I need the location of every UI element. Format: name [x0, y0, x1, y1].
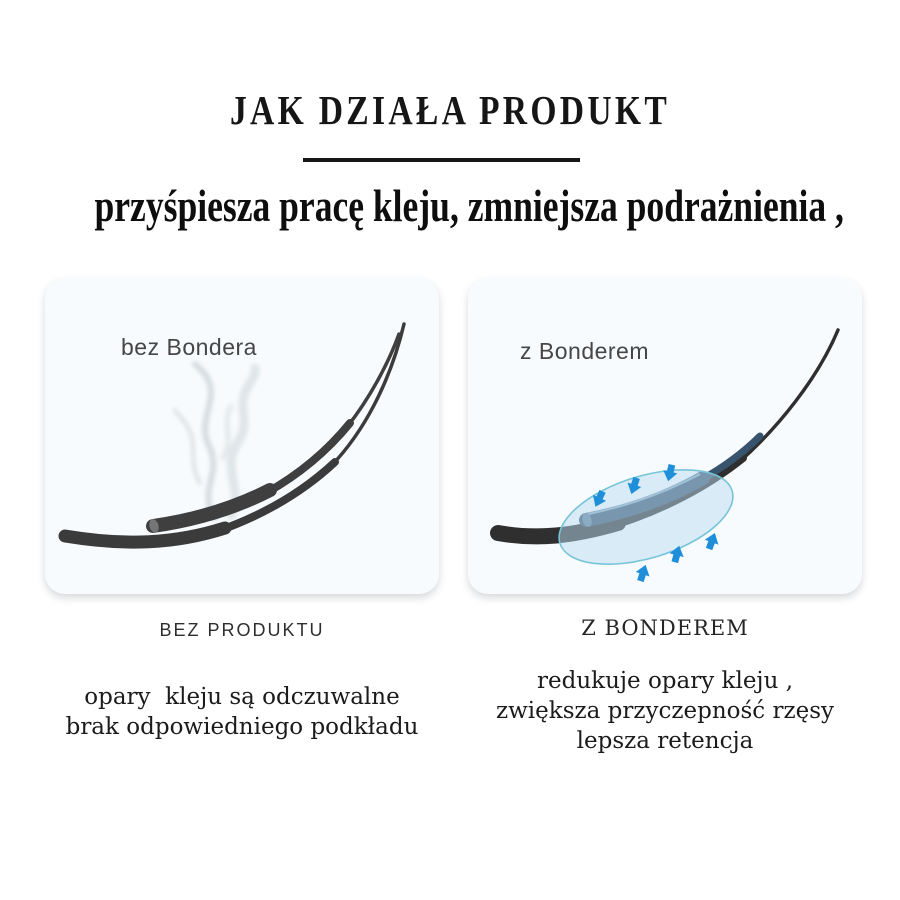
before-panel-label: bez Bondera — [121, 334, 257, 360]
blue-arrow-icon — [634, 563, 653, 584]
page-subtitle: przyśpiesza pracę kleju, zmniejsza podrażnienia , — [94, 181, 844, 231]
caption-line: redukuje opary kleju , — [537, 668, 793, 694]
page-title: JAK DZIAŁA PRODUKT — [229, 87, 671, 133]
caption-line: zwiększa przyczepność rzęsy — [496, 698, 834, 724]
caption-line: brak odpowiedniego podkładu — [65, 714, 419, 740]
lash-illustration-before — [45, 278, 439, 594]
caption-line: lepsza retencja — [576, 728, 754, 754]
after-panel — [468, 278, 862, 594]
before-caption-text — [45, 682, 439, 742]
after-caption-title: Z BONDEREM — [581, 616, 749, 640]
before-panel — [45, 278, 439, 594]
caption-line: opary kleju są odczuwalne — [84, 684, 400, 710]
before-caption-title: BEZ PRODUKTU — [159, 620, 325, 640]
lash-illustration-after — [468, 278, 862, 594]
title-underline — [303, 158, 580, 162]
after-caption-text — [468, 666, 862, 756]
after-panel-label: z Bonderem — [520, 338, 650, 364]
